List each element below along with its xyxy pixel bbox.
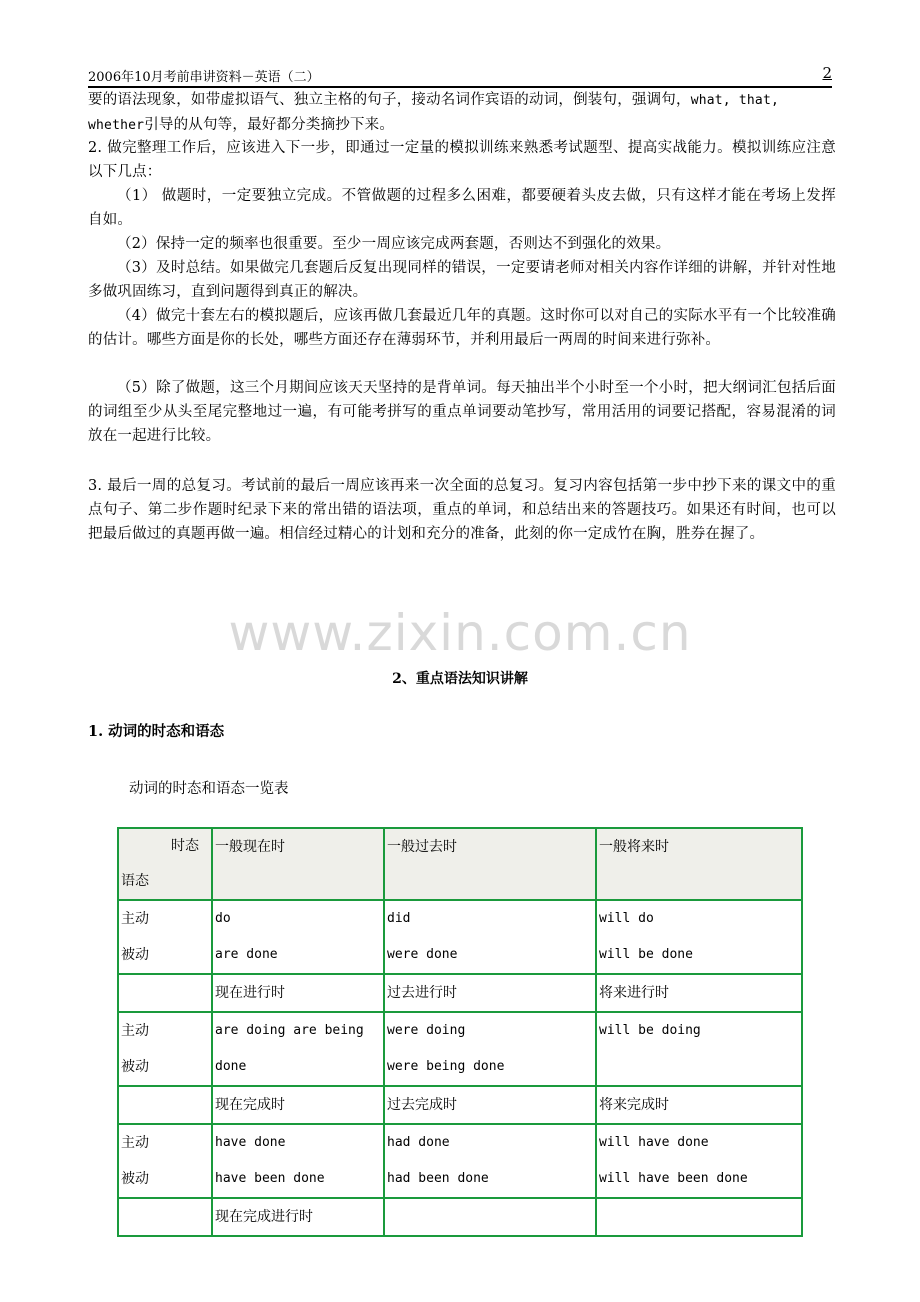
table-cell: 过去完成时 <box>384 1086 596 1124</box>
table-cell: are doing are being done <box>212 1012 384 1086</box>
paragraph-step-3: 3. 最后一周的总复习。考试前的最后一周应该再来一次全面的总复习。复习内容包括第一步中抄下来的课文中的重点句子、第二步作题时纪录下来的常出错的语法项，重点的单词，和总结出来的答题技巧。如果还有时间，也可以把最后做过的真题再做一遍。相信经过精心的计划和充分的准备，此刻的你一定成竹在胸，胜券在握了。 <box>88 478 836 542</box>
table-row <box>118 1124 802 1198</box>
table-cell: 过去进行时 <box>384 974 596 1012</box>
watermark: www.zixin.com.cn <box>228 604 692 662</box>
table-cell: did were done <box>384 900 596 974</box>
table-cell: do are done <box>212 900 384 974</box>
table-row <box>118 828 802 900</box>
table-cell: had done had been done <box>384 1124 596 1198</box>
table-header-cell: 一般现在时 <box>212 828 384 900</box>
table-cell: will be doing <box>596 1012 802 1086</box>
table-header-cell: 一般过去时 <box>384 828 596 900</box>
table-cell: 现在进行时 <box>212 974 384 1012</box>
header-title: 2006年10月考前串讲资料－英语（二） <box>88 70 320 85</box>
table-cell: will have done will have been done <box>596 1124 802 1198</box>
page-header <box>88 64 832 88</box>
tense-voice-table <box>117 827 803 1237</box>
page-number: 2 <box>822 64 832 82</box>
table-cell: 将来完成时 <box>596 1086 802 1124</box>
list-item-4: （4）做完十套左右的模拟题后，应该再做几套最近几年的真题。这时你可以对自己的实际水平有一个比较准确的估计。哪些方面是你的长处，哪些方面还存在薄弱环节，并利用最后一两周的时间来进行弥补。 <box>88 308 836 348</box>
list-item-2: （2）保持一定的频率也很重要。至少一周应该完成两套题，否则达不到强化的效果。 <box>117 236 671 252</box>
list-item-1: （1） 做题时，一定要独立完成。不管做题的过程多么困难，都要硬着头皮去做，只有这样才能在考场上发挥自如。 <box>88 188 836 228</box>
table-cell <box>118 1086 212 1124</box>
table-cell: 主动 被动 <box>118 1124 212 1198</box>
table-row <box>118 1086 802 1124</box>
table-cell <box>118 974 212 1012</box>
table-row <box>118 1198 802 1236</box>
table-cell: have done have been done <box>212 1124 384 1198</box>
paragraph-grammar-phenomena: 要的语法现象，如带虚拟语气、独立主格的句子，接动名词作宾语的动词，倒装句，强调句，what, that, whether引导的从句等，最好都分类摘抄下来。 <box>88 92 779 133</box>
table-cell <box>596 1198 802 1236</box>
table-cell: 主动 被动 <box>118 1012 212 1086</box>
table-row <box>118 1012 802 1086</box>
table-corner-cell: 时态 语态 <box>118 828 212 900</box>
table-cell: 主动 被动 <box>118 900 212 974</box>
table-cell: 将来进行时 <box>596 974 802 1012</box>
table-header-cell: 一般将来时 <box>596 828 802 900</box>
sub-title: 1. 动词的时态和语态 <box>88 723 225 740</box>
table-cell <box>118 1198 212 1236</box>
list-item-3: （3）及时总结。如果做完几套题后反复出现同样的错误，一定要请老师对相关内容作详细的讲解，并针对性地多做巩固练习，直到问题得到真正的解决。 <box>88 260 836 300</box>
table-row <box>118 900 802 974</box>
list-item-5: （5）除了做题，这三个月期间应该天天坚持的是背单词。每天抽出半个小时至一个小时，把大纲词汇包括后面的词组至少从头至尾完整地过一遍，有可能考拼写的重点单词要动笔抄写，常用活用的词要记搭配，容易混淆的词放在一起进行比较。 <box>88 380 836 444</box>
table-caption: 动词的时态和语态一览表 <box>129 781 289 797</box>
table-row <box>118 974 802 1012</box>
table-cell: 现在完成进行时 <box>212 1198 384 1236</box>
paragraph-step-2: 2. 做完整理工作后，应该进入下一步，即通过一定量的模拟训练来熟悉考试题型、提高实战能力。模拟训练应注意以下几点： <box>88 140 836 180</box>
table-cell: 现在完成时 <box>212 1086 384 1124</box>
table-cell: will do will be done <box>596 900 802 974</box>
section-title: 2、重点语法知识讲解 <box>392 671 528 687</box>
table-cell <box>384 1198 596 1236</box>
table-cell: were doing were being done <box>384 1012 596 1086</box>
